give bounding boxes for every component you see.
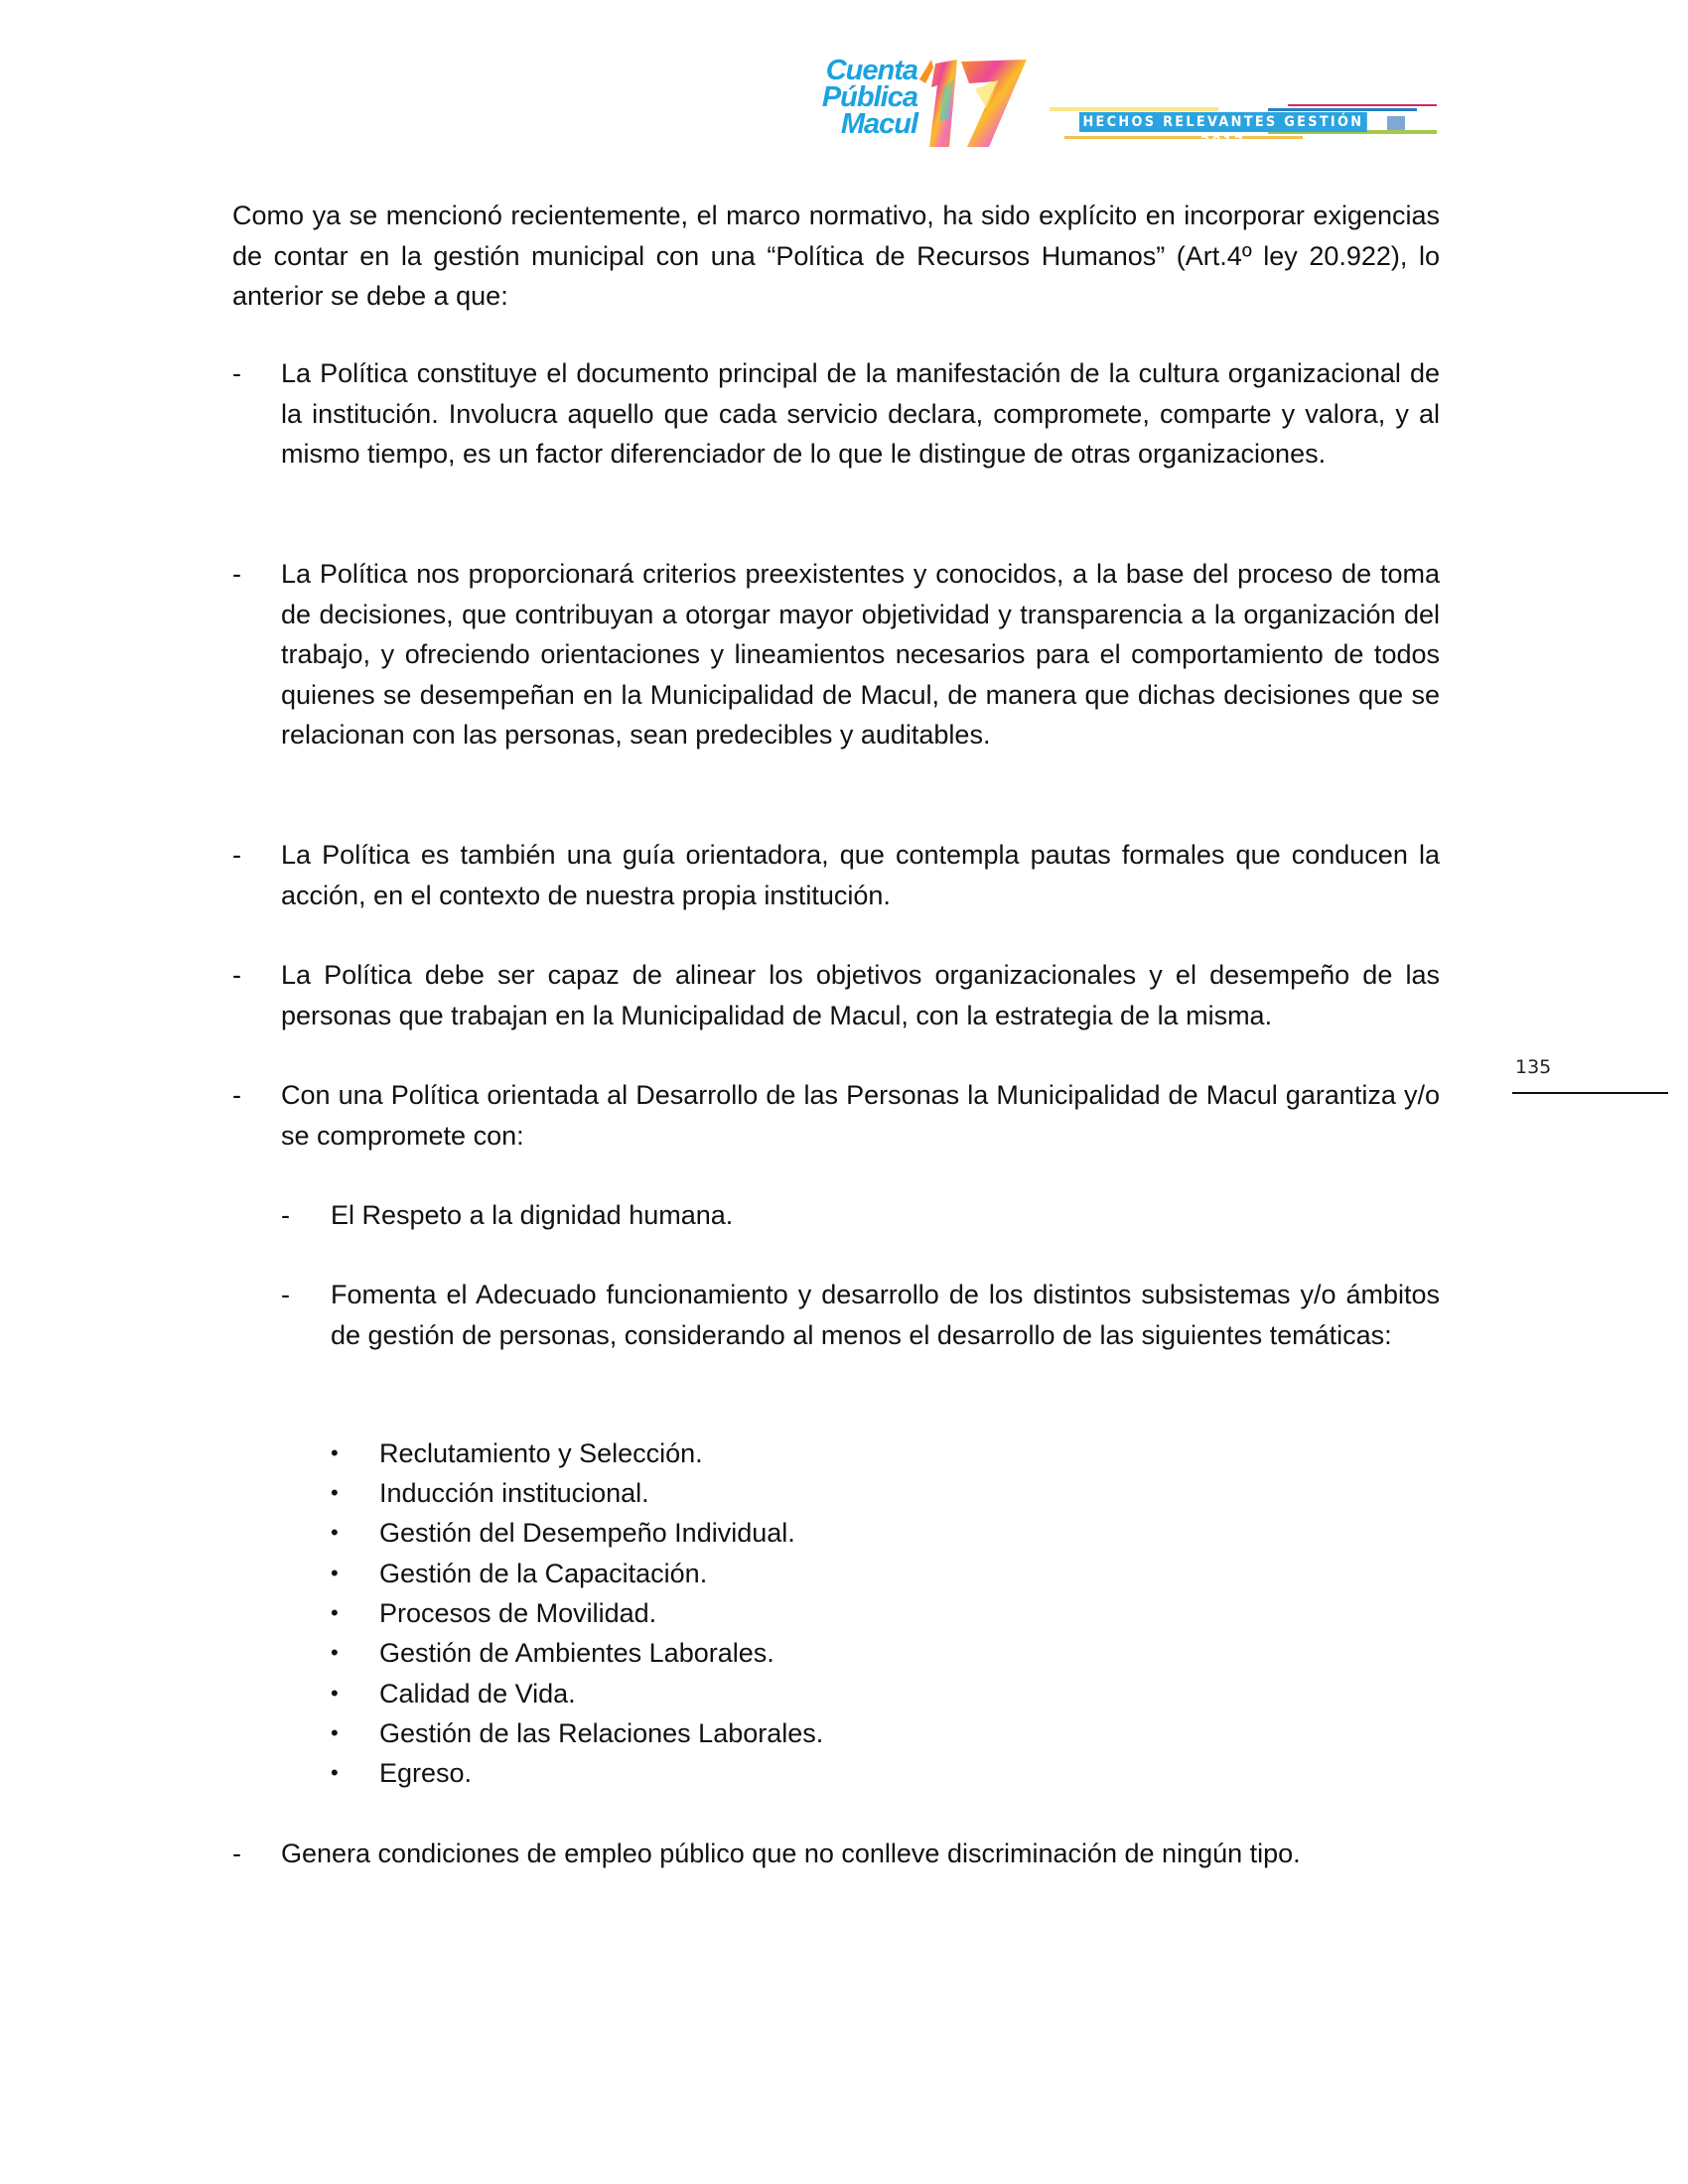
list-item: Egreso. — [379, 1758, 473, 1788]
page-number: 135 — [1515, 1056, 1552, 1078]
bullet-item: La Política es también una guía orientadora, que contempla pautas formales que conducen la acción, en el contexto de nuestra propia institución. — [281, 840, 1440, 910]
bullet-item: Con una Política orientada al Desarrollo de las Personas la Municipalidad de Macul garantiza y/o se compromete con: — [281, 1080, 1440, 1151]
bullet-dot-icon: • — [331, 1480, 339, 1505]
bullet-marker: - — [232, 840, 241, 870]
bullet-dot-icon: • — [331, 1681, 339, 1706]
bullet-dot-icon: • — [331, 1640, 339, 1665]
bullet-dot-icon: • — [331, 1720, 339, 1745]
bullet-marker: - — [232, 358, 241, 388]
list-item: Procesos de Movilidad. — [379, 1598, 657, 1628]
list-item: Gestión del Desempeño Individual. — [379, 1518, 795, 1548]
bullet-marker: - — [232, 559, 241, 589]
bullet-dot-icon: • — [331, 1760, 339, 1785]
list-item: Gestión de las Relaciones Laborales. — [379, 1718, 824, 1748]
bullet-marker: - — [232, 1839, 241, 1868]
list-item: Reclutamiento y Selección. — [379, 1438, 703, 1468]
logo-17-graphic — [910, 50, 1029, 149]
list-item: Calidad de Vida. — [379, 1679, 576, 1708]
page-number-rule — [1512, 1092, 1668, 1094]
logo-line-publica: Pública — [821, 81, 917, 113]
closing-item: Genera condiciones de empleo público que no conlleve discriminación de ningún tipo. — [281, 1839, 1301, 1868]
list-item: Inducción institucional. — [379, 1478, 649, 1508]
bullet-dot-icon: • — [331, 1600, 339, 1625]
banner-title: HECHOS RELEVANTES GESTIÓN 2017 — [1079, 112, 1367, 132]
bullet-dot-icon: • — [331, 1561, 339, 1585]
intro-paragraph: Como ya se mencionó recientemente, el marco normativo, ha sido explícito en incorporar exigencias de contar en la gestión municipal con una “Política de Recursos Humanos” (Art.4º ley 20.922), lo anterior se debe a que: — [232, 201, 1440, 311]
bullet-dot-icon: • — [331, 1520, 339, 1545]
list-item: Gestión de Ambientes Laborales. — [379, 1638, 774, 1668]
logo-line-cuenta: Cuenta — [825, 55, 917, 86]
logo-wordmark — [778, 55, 917, 140]
bullet-marker: - — [232, 960, 241, 990]
bullet-marker: - — [232, 1080, 241, 1110]
sub-bullet-item: Fomenta el Adecuado funcionamiento y desarrollo de los distintos subsistemas y/o ámbitos de gestión de personas, considerando al menos el desarrollo de las siguientes temáticas: — [331, 1280, 1440, 1350]
bullet-dot-icon: • — [331, 1440, 339, 1465]
logo-line-macul: Macul — [840, 108, 917, 140]
bullet-item: La Política debe ser capaz de alinear los objetivos organizacionales y el desempeño de las personas que trabajan en la Municipalidad de Macul, con la estrategia de la misma. — [281, 960, 1440, 1030]
sub-bullet-item: El Respeto a la dignidad humana. — [331, 1200, 734, 1230]
list-item: Gestión de la Capacitación. — [379, 1559, 708, 1588]
sub-bullet-marker: - — [281, 1280, 290, 1309]
bullet-item: La Política constituye el documento principal de la manifestación de la cultura organizacional de la institución. Involucra aquello que cada servicio declara, compromete, comparte y valora, y al mismo tiempo, es un factor diferenciador de lo que le distingue de otras organizaciones. — [281, 358, 1440, 469]
bullet-item: La Política nos proporcionará criterios preexistentes y conocidos, a la base del proceso de toma de decisiones, que contribuyan a otorgar mayor objetividad y transparencia a la organización del trabajo, y ofreciendo orientaciones y lineamientos necesarios para el comportamiento de todos quienes se desempeñan en la Municipalidad de Macul, de manera que dichas decisiones que se relacionan con las personas, sean predecibles y auditables. — [281, 559, 1440, 750]
sub-bullet-marker: - — [281, 1200, 290, 1230]
header-banner — [1050, 102, 1437, 150]
cuenta-publica-logo — [778, 55, 1027, 147]
